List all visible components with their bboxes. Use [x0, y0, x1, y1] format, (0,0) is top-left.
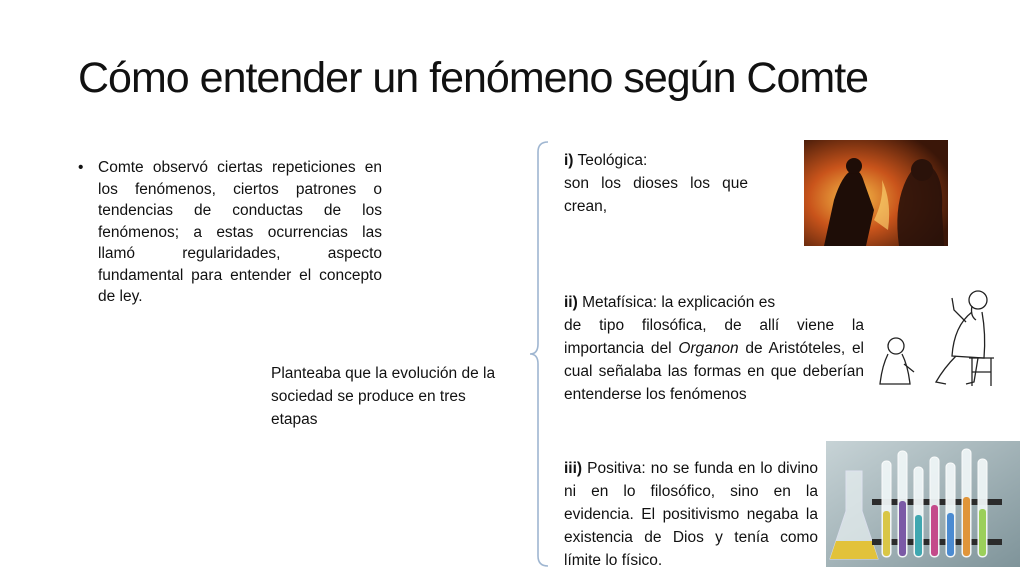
bullet-marker: •: [78, 159, 84, 176]
deity-fire-illustration: [804, 140, 948, 246]
stage-description: Positiva: no se funda en lo divino ni en lo filosófico, sino en la evidencia. El positivismo negaba la existencia de Dios y tenía como límite lo físico.: [564, 460, 819, 569]
stage-lead: Teológica:: [577, 152, 648, 169]
bullet-item: [78, 157, 382, 308]
philosopher-teaching-child-illustration: [874, 286, 1004, 392]
stage-lead: Metafísica: la explicación es: [582, 294, 776, 311]
stage-metaphysical: [564, 291, 864, 406]
bullet-text: Comte observó ciertas repeticiones en los fenómenos, ciertos patrones o tendencias de conductas de los fenómenos; a estas ocurrencias las llamó regularidades, aspecto fundamental para entender el concepto de ley.: [98, 159, 382, 305]
stage-theological: [564, 149, 748, 218]
slide-title: Cómo entender un fenómeno según Comte: [78, 54, 869, 102]
stage-label: iii): [564, 460, 583, 477]
curly-brace-icon: [528, 140, 550, 568]
organon-emphasis: Organon: [678, 340, 739, 357]
stage-description-end: de Aristóteles, el cual señalaba las formas en que deberían entenderse los fenómenos: [564, 340, 865, 403]
stage-label: i): [564, 152, 574, 169]
stage-label: ii): [564, 294, 578, 311]
test-tubes-rack-photo: [826, 441, 1020, 567]
stage-positive: [564, 457, 818, 572]
stage-description-start: de tipo filosófica, de allí viene la importancia del: [564, 317, 864, 357]
stages-intro-text: Planteaba que la evolución de la sociedad se produce en tres etapas: [271, 365, 496, 428]
stage-description: son los dioses los que crean,: [564, 175, 748, 215]
